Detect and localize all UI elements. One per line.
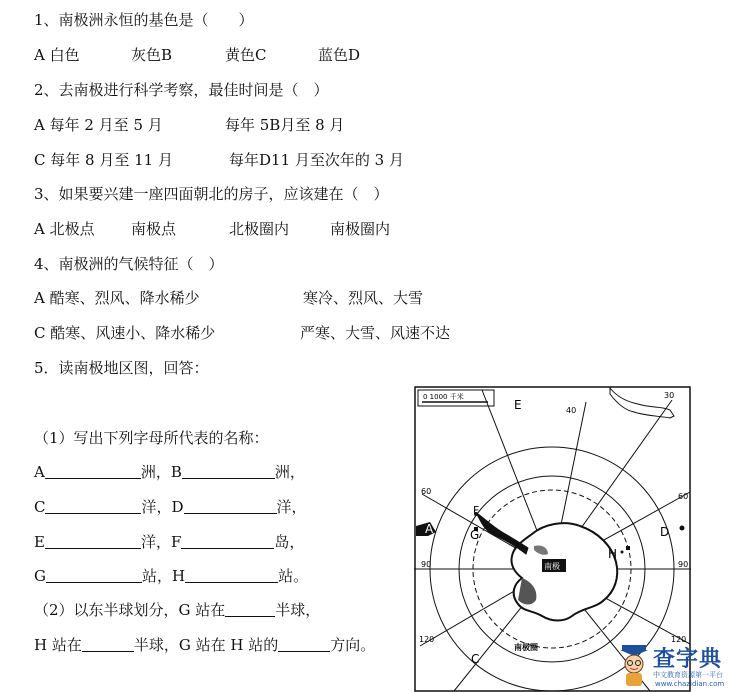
sub2b-text1: H 站在 <box>34 636 82 654</box>
deg-60-right: 60 <box>678 492 689 501</box>
q4-option-b: 寒冷、烈风、大雪 <box>303 289 424 307</box>
deg-120-right: 120 <box>671 635 687 644</box>
blank-direction[interactable] <box>278 636 330 652</box>
letter-c: C <box>471 652 480 666</box>
deg-30: 30 <box>664 391 675 400</box>
q3-stem: 3、如果要兴建一座四面朝北的房子，应该建在（ ） <box>34 185 389 203</box>
blank-e[interactable] <box>45 533 141 549</box>
letter-h: H <box>608 547 618 561</box>
q5-row2 <box>34 497 307 517</box>
text-h: 站。 <box>278 567 309 585</box>
deg-60-left: 60 <box>421 487 432 496</box>
q5-row3 <box>34 532 304 552</box>
letter-g: G <box>470 528 480 542</box>
q5-row4 <box>34 566 308 586</box>
blank-d[interactable] <box>184 498 277 514</box>
deg-90-left: 90 <box>421 560 432 569</box>
sub2-text2: 半球， <box>275 601 321 619</box>
q1-option-a: A 白色 <box>34 46 80 64</box>
blank-h-hemisphere[interactable] <box>82 636 134 652</box>
deg-90-right: 90 <box>678 560 689 569</box>
text-e: 洋，F <box>140 533 182 551</box>
logo-brand: 查字典 <box>653 647 723 672</box>
sub2-text1: （2）以东半球划分，G 站在 <box>34 601 226 619</box>
blank-g[interactable] <box>46 567 142 583</box>
q2-option-a: A 每年 2 月至 5 月 <box>34 116 163 134</box>
q5-row1 <box>34 462 305 482</box>
text-f: 岛， <box>274 533 305 551</box>
deg-40: 40 <box>566 406 577 415</box>
label-c: C <box>34 498 46 516</box>
deg-120-left: 120 <box>419 635 435 644</box>
blank-c[interactable] <box>45 498 141 514</box>
chazidian-logo <box>615 640 739 692</box>
blank-h[interactable] <box>185 567 278 583</box>
label-e: E <box>34 533 45 551</box>
blank-g-hemisphere[interactable] <box>225 601 275 617</box>
blank-f[interactable] <box>181 533 274 549</box>
blank-b[interactable] <box>182 463 275 479</box>
q1-stem: 1、南极洲永恒的基色是（ ） <box>34 11 254 29</box>
blank-a[interactable] <box>45 463 141 479</box>
island-h <box>621 551 624 554</box>
q1-option-b: 灰色B <box>131 46 173 64</box>
sub2b-text2: 半球，G 站在 H 站的 <box>133 636 279 654</box>
letter-f: F <box>473 504 480 517</box>
island-right <box>680 526 685 531</box>
q2-stem: 2、去南极进行科学考察，最佳时间是（ ） <box>34 81 329 99</box>
q5-sub1: （1）写出下列字母所代表的名称： <box>34 429 269 447</box>
letter-d: D <box>660 525 670 539</box>
text-b: 洲， <box>274 463 305 481</box>
q3-option-b: 南极点 <box>131 220 177 238</box>
q2-option-b: 每年 5B月至 8 月 <box>225 116 345 134</box>
q5-sub2 <box>34 600 320 620</box>
text-d: 洋， <box>276 498 307 516</box>
q2-option-d: 每年D11 月至次年的 3 月 <box>229 151 404 169</box>
q4-option-c: C 酷寒、风速小、降水稀少 <box>34 324 216 342</box>
sub2b-text3: 方向。 <box>330 636 376 654</box>
q4-option-d: 严寒、大雪、风速不达 <box>300 324 451 342</box>
letter-e: E <box>514 398 522 412</box>
antarctic-circle-label: 南极圈 <box>514 643 538 652</box>
q1-option-c: 黄色C <box>225 46 267 64</box>
q5-stem: 5．读南极地区图，回答： <box>34 359 209 377</box>
logo-subtitle: 中文教育资源第一平台 <box>653 671 723 679</box>
text-c: 洋，D <box>141 498 184 516</box>
label-a: A <box>34 463 45 481</box>
q5-sub2b <box>34 635 375 655</box>
pole-label: 南极 <box>544 562 560 571</box>
q4-option-a: A 酷寒、烈风、降水稀少 <box>34 289 200 307</box>
text-a: 洲，B <box>140 463 182 481</box>
scale-label: 0 1000 千米 <box>423 393 464 401</box>
logo-url: www.chazidian.com <box>655 680 725 688</box>
q3-option-d: 南极圈内 <box>330 220 391 238</box>
q2-option-c: C 每年 8 月至 11 月 <box>34 151 173 169</box>
q4-stem: 4、南极洲的气候特征（ ） <box>34 255 224 273</box>
text-g: 站，H <box>141 567 186 585</box>
q1-option-d: 蓝色D <box>318 46 361 64</box>
station-h-marker <box>626 546 630 550</box>
q3-option-a: A 北极点 <box>34 220 95 238</box>
q3-option-c: 北极圈内 <box>229 220 290 238</box>
label-g: G <box>34 567 46 585</box>
letter-a: A <box>425 522 434 536</box>
mascot-icon <box>617 642 651 688</box>
